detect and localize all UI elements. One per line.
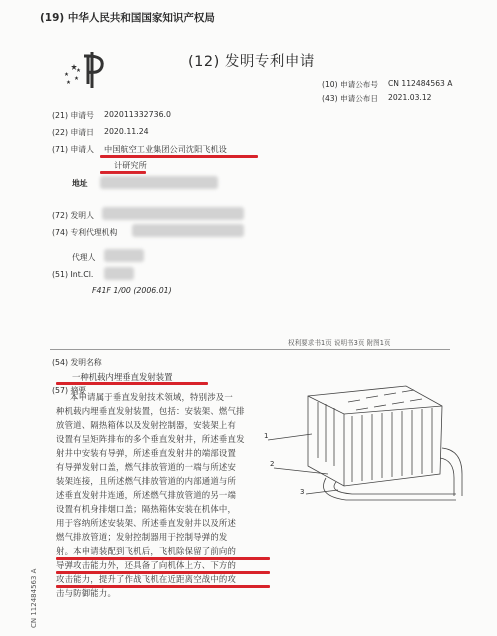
ipc-classification: F41F 1/00 (2006.01) bbox=[92, 286, 172, 295]
filing-date-label: (22) 申请日 bbox=[52, 128, 94, 137]
publication-date: 2021.03.12 bbox=[388, 93, 432, 102]
application-number: 202011332736.0 bbox=[104, 110, 171, 119]
abstract-highlight-underline-2 bbox=[56, 571, 270, 574]
application-number-label: (21) 申请号 bbox=[52, 111, 94, 120]
abstract-line: 用于容纳所述安装架、所述垂直发射井以及所述 bbox=[56, 518, 237, 528]
abstract-line: 燃气排放管道；发射控制器用于控制导弹的发 bbox=[56, 532, 228, 542]
abstract-line: 射井中安装有导弹，所述垂直发射井的端部设置 bbox=[56, 448, 237, 458]
abstract-line: 设置有机身排烟口盖；隔热箱体安装在机体中， bbox=[56, 504, 237, 514]
redacted-inventor bbox=[102, 207, 244, 220]
applicant-name-line1: 中国航空工业集团公司沈阳飞机设 bbox=[104, 144, 227, 154]
abstract-label: (57) 摘要 bbox=[52, 386, 87, 395]
abstract-line: 射。本申请装配到飞机后，飞机除保留了前向的 bbox=[56, 546, 237, 556]
abstract-line: 本申请属于垂直发射技术领域，特别涉及一 bbox=[70, 392, 233, 402]
abstract-line: 攻击能力，提升了作战飞机在近距离空战中的攻 bbox=[56, 574, 237, 584]
invention-title: 一种机载内埋垂直发射装置 bbox=[72, 372, 173, 382]
figure-label-1: 1 bbox=[264, 432, 269, 440]
abstract-line: 述垂直发射井连通，所述燃气排放管道的另一端 bbox=[56, 490, 237, 500]
abstract-line: 种机载内埋垂直发射装置，包括：安装架、燃气排 bbox=[56, 406, 245, 416]
redacted-agent bbox=[104, 249, 144, 262]
redacted-address bbox=[100, 176, 218, 189]
abstract-line: 导弹攻击能力外，还具备了向机体上方、下方的 bbox=[56, 560, 237, 570]
filing-date: 2020.11.24 bbox=[104, 127, 149, 136]
abstract-line: 击与防御能力。 bbox=[56, 588, 117, 598]
document-type: (12) 发明专利申请 bbox=[188, 54, 315, 70]
side-publication-number: CN 112484563 A bbox=[30, 568, 38, 628]
publication-number: CN 112484563 A bbox=[388, 79, 453, 88]
ipc-label: (51) Int.Cl. bbox=[52, 270, 94, 279]
abstract-figure bbox=[256, 378, 472, 510]
applicant-label: (71) 申请人 bbox=[52, 145, 94, 154]
publication-date-label: (43) 申请公布日 bbox=[322, 94, 378, 103]
redacted-agency bbox=[132, 224, 244, 237]
applicant-name-line2: 计研究所 bbox=[114, 160, 147, 170]
publication-number-label: (10) 申请公布号 bbox=[322, 80, 378, 89]
page-count-summary: 权利要求书1页 说明书3页 附图1页 bbox=[288, 339, 391, 347]
agent-label: 代理人 bbox=[72, 253, 96, 262]
office-name: (19) 中华人民共和国国家知识产权局 bbox=[40, 12, 215, 24]
address-label: 地址 bbox=[72, 179, 88, 188]
cnipa-logo bbox=[62, 50, 116, 94]
divider bbox=[50, 349, 450, 350]
abstract-highlight-underline-1 bbox=[56, 557, 270, 560]
abstract-line: 放管道、隔热箱体以及发射控制器，安装架上有 bbox=[56, 420, 237, 430]
redacted-ipc bbox=[104, 267, 134, 280]
abstract-line: 装架连接，且所述燃气排放管道的内部通道与所 bbox=[56, 476, 237, 486]
applicant-highlight-underline bbox=[100, 155, 258, 158]
figure-label-3: 3 bbox=[300, 488, 305, 496]
abstract-highlight-underline-3 bbox=[56, 585, 270, 588]
abstract-line: 有导弹发射口盖，燃气排放管道的一端与所述安 bbox=[56, 462, 237, 472]
applicant-highlight-underline-2 bbox=[100, 171, 146, 174]
figure-label-2: 2 bbox=[270, 460, 275, 468]
patent-agency-label: (74) 专利代理机构 bbox=[52, 228, 118, 237]
invention-title-label: (54) 发明名称 bbox=[52, 358, 102, 367]
abstract-line: 设置有呈矩阵排布的多个垂直发射井，所述垂直发 bbox=[56, 434, 245, 444]
inventor-label: (72) 发明人 bbox=[52, 211, 94, 220]
